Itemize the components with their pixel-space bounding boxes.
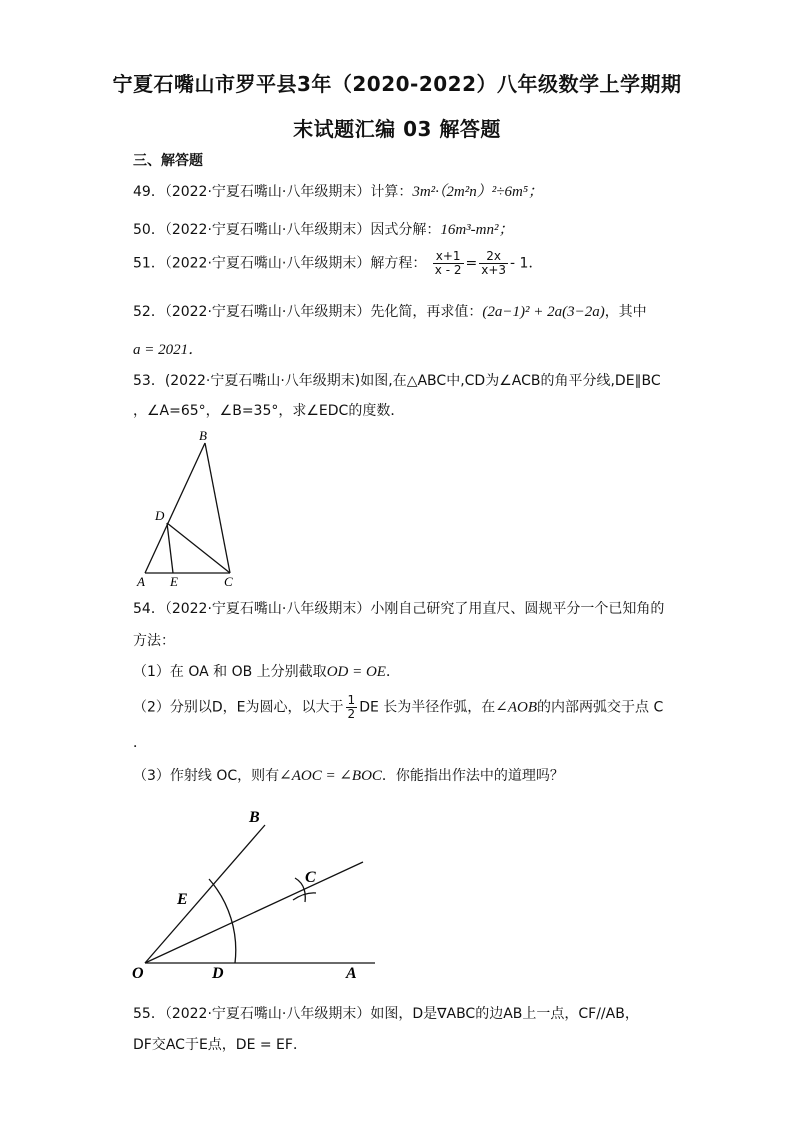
question-54-line2: 方法： (133, 633, 175, 649)
question-54-line1: 54．（2022·宁夏石嘴山·八年级期末）小刚自己研究了用直尺、圆规平分一个已知角的 (133, 601, 665, 617)
q54-step1-math: OD = OE (326, 664, 386, 680)
q54-step2-math: ∠AOB (495, 699, 537, 716)
page-title-line1: 宁夏石嘴山市罗平县3年（2020-2022）八年级数学上学期期 (112, 72, 682, 96)
label-b: B (199, 428, 207, 443)
ray-oc (145, 862, 363, 963)
label-a: A (137, 574, 145, 589)
segment-de (167, 523, 173, 573)
q52-tail: ，其中 (604, 304, 647, 320)
q54-half-fraction (346, 694, 358, 721)
q52-lead: 52．（2022·宁夏石嘴山·八年级期末）先化简，再求值： (133, 304, 483, 320)
question-53-line2: ，∠A=65°，∠B=35°，求∠EDC的度数． (133, 403, 405, 419)
q52-value: a = 2021． (133, 342, 204, 358)
q51-f2-denominator: x+3 (481, 263, 507, 278)
q51-lead: 51．（2022·宁夏石嘴山·八年级期末）解方程： (133, 255, 427, 272)
label-c: C (305, 869, 316, 886)
q51-fraction-right (479, 250, 508, 277)
question-50 (133, 218, 514, 239)
q54-step3-end: ．你能指出作法中的道理吗？ (381, 768, 564, 784)
page-title-line2: 末试题汇编 03 解答题 (293, 117, 501, 141)
question-49 (133, 180, 543, 201)
question-51 (133, 250, 542, 277)
label-o: O (132, 965, 144, 982)
arc-de (209, 879, 236, 963)
label-d: D (155, 508, 165, 523)
question-53-line1: 53．(2022·宁夏石嘴山·八年级期末)如图,在△ABC中,CD为∠ACB的角平分线,DE∥BC (133, 373, 661, 389)
q51-fraction-left (433, 250, 464, 277)
q51-f1-numerator: x+1 (433, 250, 464, 264)
q54-step2 (133, 694, 663, 721)
q54-half-denominator: 2 (347, 707, 356, 722)
label-e: E (170, 574, 178, 589)
arc-from-d (293, 893, 316, 900)
label-e: E (177, 891, 188, 908)
q54-half-numerator: 1 (347, 693, 356, 707)
ray-ob (145, 825, 265, 963)
q51-f1-denominator: x - 2 (434, 263, 462, 278)
q54-step2-mid: DE 长为半径作弧，在 (359, 699, 496, 716)
q49-lead: 49．（2022·宁夏石嘴山·八年级期末）计算： (133, 184, 413, 200)
label-d: D (212, 965, 224, 982)
triangle-figure (125, 420, 255, 595)
angle-bisector-figure (125, 800, 385, 990)
label-c: C (224, 574, 233, 589)
q50-expression: 16m³-mn²； (440, 222, 514, 238)
q54-step1-end: ． (385, 664, 400, 680)
q54-step2-period: ． (133, 735, 147, 751)
question-52 (133, 301, 647, 321)
q54-step1 (133, 661, 400, 681)
segment-dc (167, 523, 230, 573)
question-55-line2: DF交AC于E点，DE = EF． (133, 1037, 307, 1053)
q54-step1-text: （1）在 OA 和 OB 上分别截取 (133, 664, 327, 680)
q54-step3-text: （3）作射线 OC，则有 (133, 768, 280, 784)
q54-step2-text: （2）分别以D，E为圆心，以大于 (133, 699, 344, 716)
q54-step2-end: 的内部两弧交于点 C (537, 699, 664, 716)
side-bc (205, 443, 230, 573)
section-heading: 三、解答题 (133, 153, 203, 169)
q49-expression: 3m²·（2m²n）²÷6m⁵； (412, 184, 544, 200)
side-ab (145, 443, 205, 573)
q52-expression: (2a−1)² + 2a(3−2a) (482, 304, 605, 320)
q54-step3-math: ∠AOC = ∠BOC (279, 768, 382, 784)
q51-tail: - 1． (510, 255, 543, 272)
question-55-line1: 55．（2022·宁夏石嘴山·八年级期末）如图，D是∇ABC的边AB上一点，CF//AB， (133, 1006, 639, 1022)
q54-step3 (133, 765, 564, 785)
q51-equals: = (465, 255, 478, 272)
label-b: B (249, 809, 260, 826)
q50-lead: 50．（2022·宁夏石嘴山·八年级期末）因式分解： (133, 222, 441, 238)
q51-f2-numerator: 2x (479, 250, 508, 264)
label-a: A (346, 965, 357, 982)
